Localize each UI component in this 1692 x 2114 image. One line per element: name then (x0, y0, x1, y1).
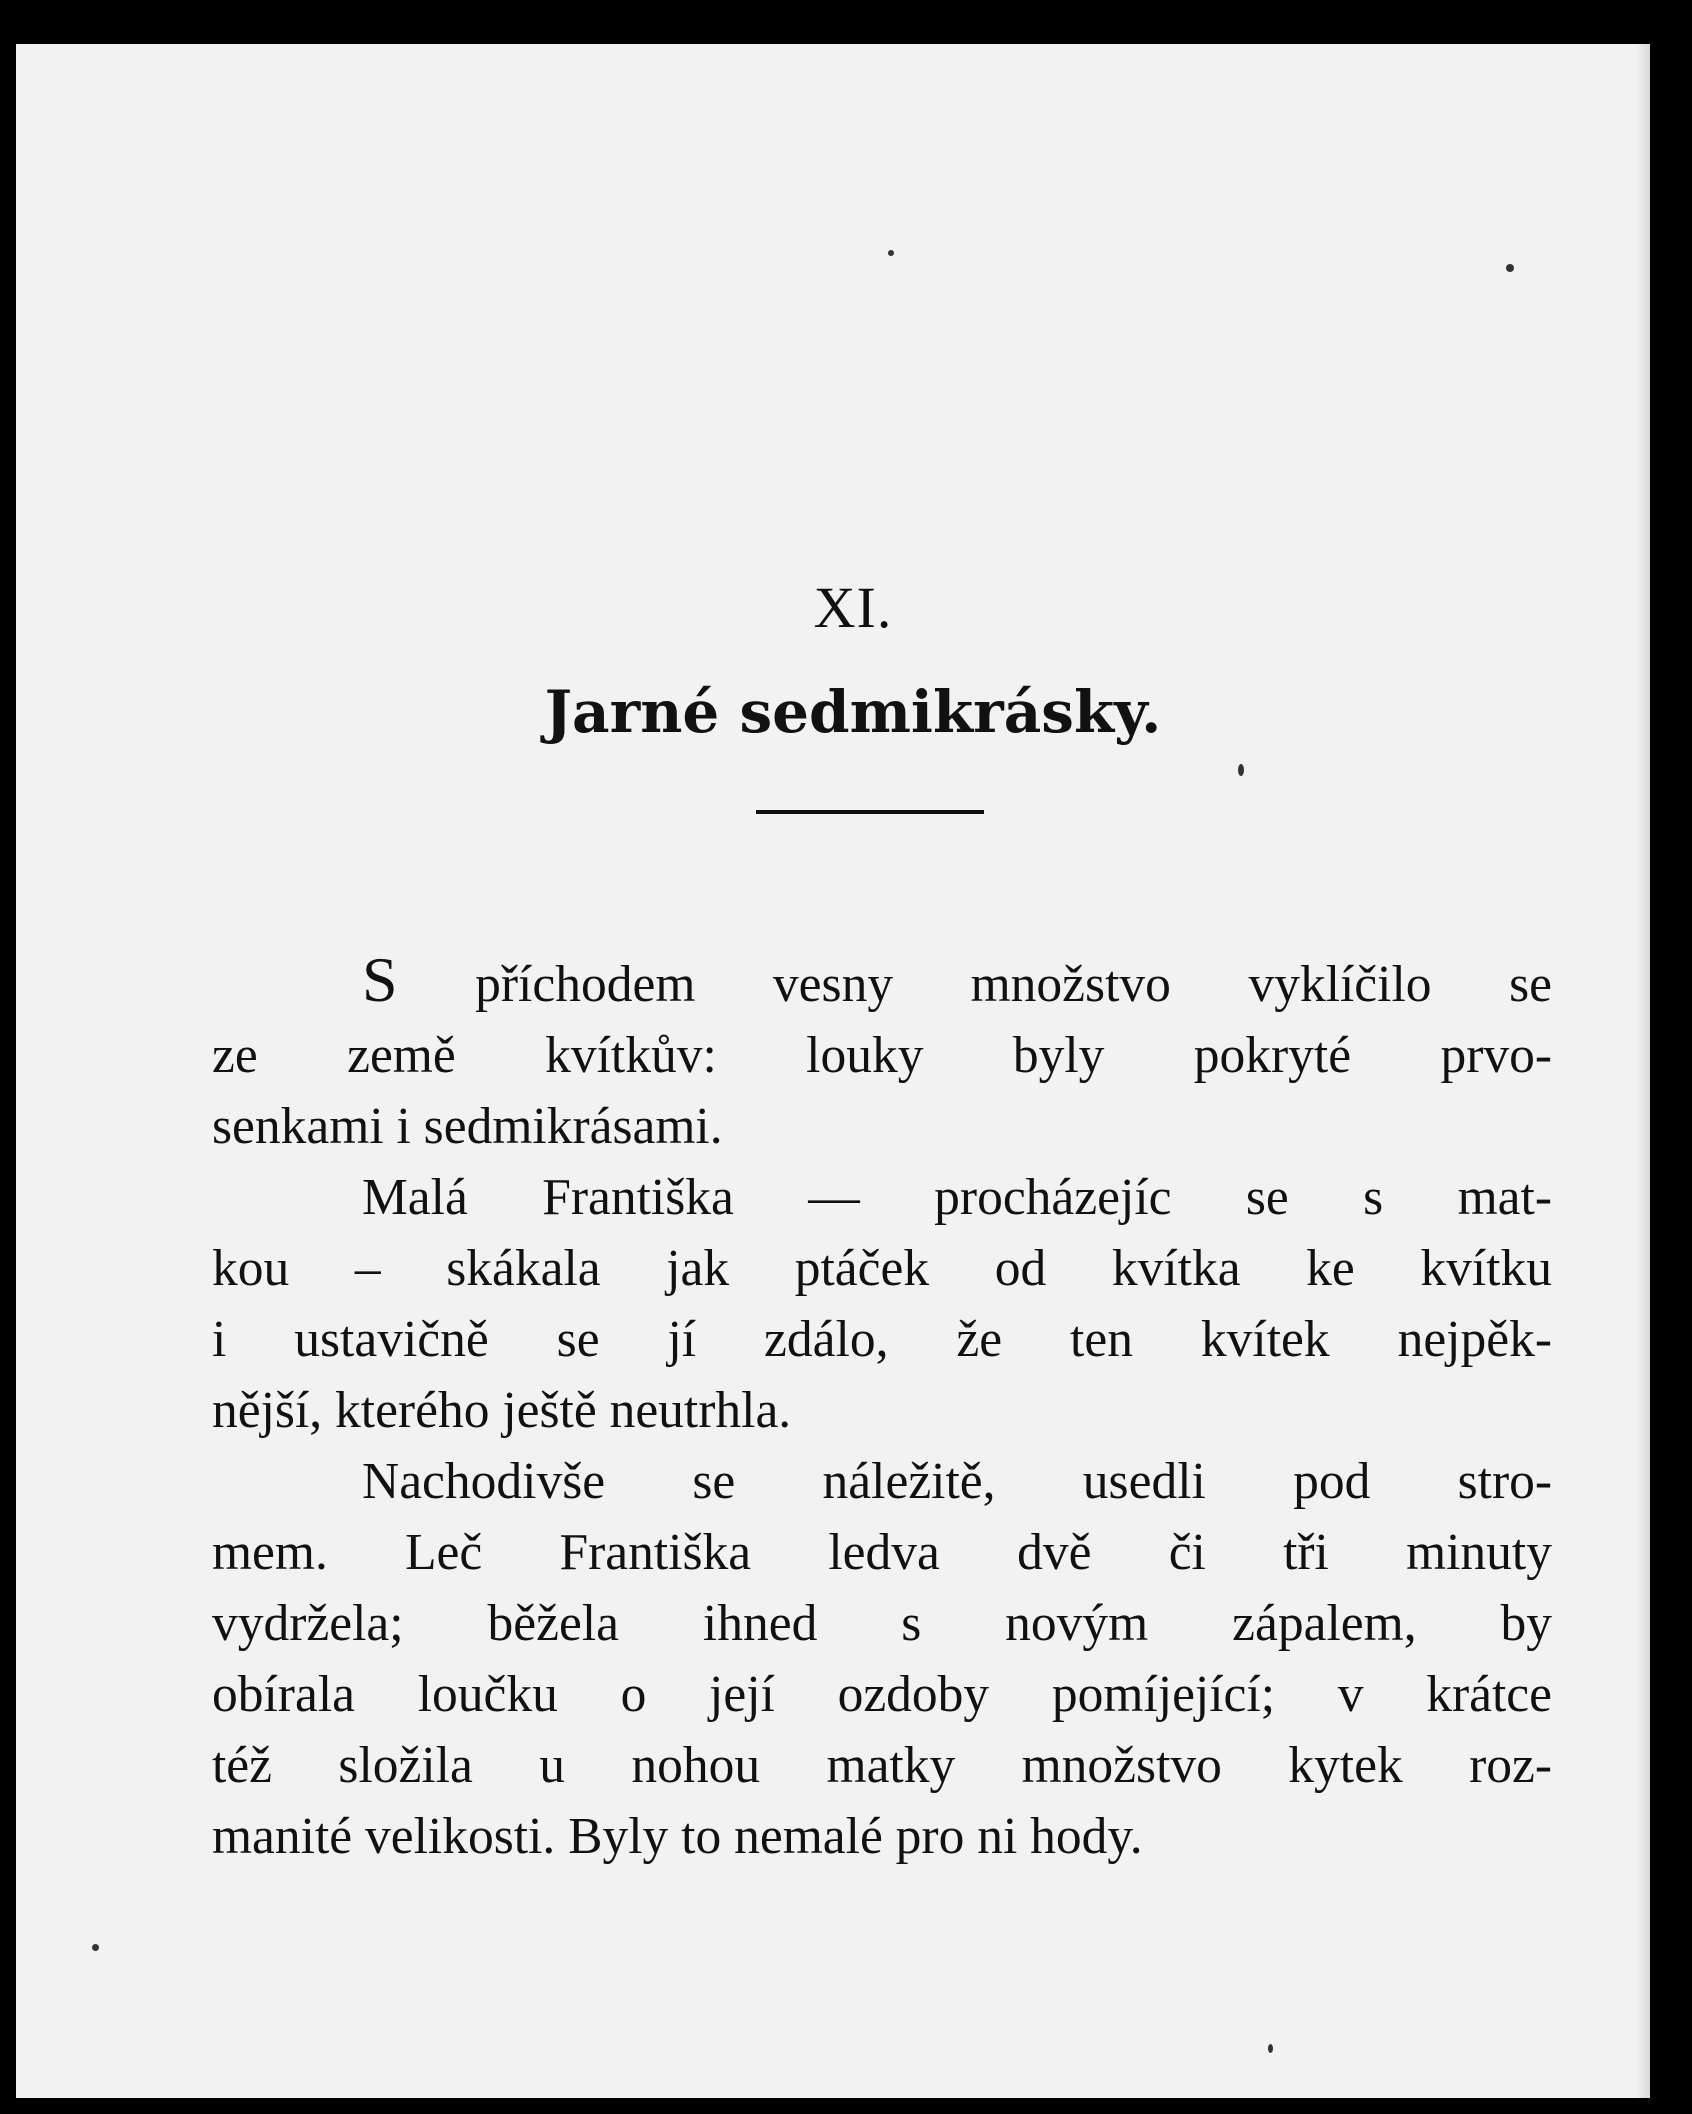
paragraph-1-line-1 (212, 944, 1552, 1020)
scan-speck (92, 1944, 99, 1951)
scan-speck (1506, 264, 1514, 272)
paragraph-3-line-5: též složila u nohou matky množstvo kytek roz- (212, 1737, 1552, 1794)
chapter-title: Jarné sedmikrásky. (544, 678, 1162, 746)
page-edge-shadow (1636, 44, 1650, 2098)
line-text: příchodem vesny množstvo vyklíčilo se (397, 956, 1552, 1013)
paragraph-2-line-3: i ustavičně se jí zdálo, že ten kvítek nejpěk- (212, 1311, 1552, 1368)
drop-cap-letter: S (362, 944, 398, 1015)
paragraph-1-line-2: ze země kvítkův: louky byly pokryté prvo- (212, 1027, 1552, 1084)
paragraph-2-line-1: Malá Františka — procházejíc se s mat- (362, 1169, 1552, 1226)
scan-speck (1268, 2044, 1273, 2053)
paragraph-3-line-4: obírala loučku o její ozdoby pomíjející; v krátce (212, 1666, 1552, 1723)
scan-speck (1238, 764, 1244, 776)
paragraph-3-line-3: vydržela; běžela ihned s novým zápalem, by (212, 1595, 1552, 1652)
book-page (16, 44, 1650, 2098)
paragraph-1-line-3: senkami i sedmikrásami. (212, 1098, 723, 1155)
paragraph-3-line-1: Nachodivše se náležitě, usedli pod stro- (362, 1453, 1552, 1510)
chapter-body (212, 944, 1552, 1872)
paragraph-3-line-6: manité velikosti. Byly to nemalé pro ni hody. (212, 1808, 1143, 1865)
title-divider-rule (756, 810, 984, 814)
chapter-number: XI. (813, 575, 893, 640)
paragraph-3-line-2: mem. Leč Františka ledva dvě či tři minuty (212, 1524, 1552, 1581)
paragraph-2-line-4: nější, kterého ještě neutrhla. (212, 1382, 792, 1439)
scan-speck (888, 250, 894, 256)
paragraph-2-line-2: kou – skákala jak ptáček od kvítka ke kvítku (212, 1240, 1552, 1297)
